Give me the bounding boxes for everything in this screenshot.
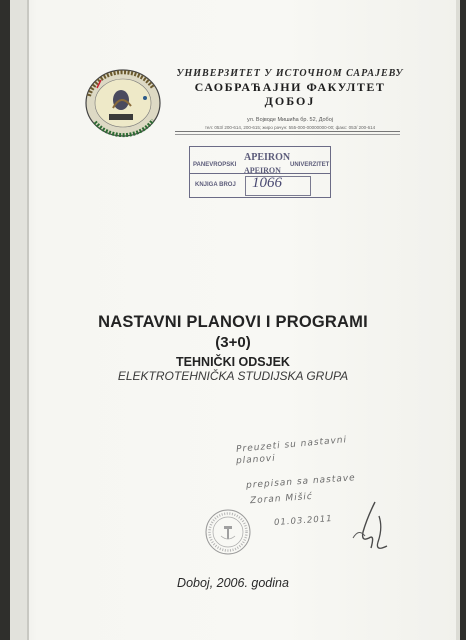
library-stamp-brand: APEIRON	[244, 152, 291, 163]
study-group: ELEKTROTEHNIČKA STUDIJSKA GRUPA	[117, 369, 349, 383]
library-book-number-box	[189, 173, 331, 198]
handwritten-date: 01.03.2011	[273, 513, 333, 529]
place-and-year: Doboj, 2006. godina	[177, 576, 289, 590]
library-stamp-left-word: PANEVROPSKI	[193, 162, 237, 168]
library-stamp	[189, 146, 331, 174]
department-name: TEHNIČKI ODSJEK	[176, 355, 290, 369]
handwritten-note-line-1: Preuzeti su nastavni	[235, 435, 348, 455]
library-stamp-right-word: UNIVERZITET	[290, 162, 330, 168]
handwritten-note-line-4: Zoran Mišić	[249, 491, 314, 507]
library-stamp-brand-mirror: APEIRON	[244, 166, 281, 175]
header-rule	[175, 131, 400, 132]
university-name: УНИВЕРЗИТЕТ У ИСТОЧНОМ САРАЈЕВУ	[176, 68, 404, 79]
document-title: NASTAVNI PLANOVI I PROGRAMI	[98, 313, 368, 331]
faculty-name: САОБРАЋАЈНИ ФАКУЛТЕТ	[194, 80, 386, 94]
handwritten-note-line-3: prepisan sa nastave	[245, 473, 357, 491]
faculty-address: ул. Војводе Мишића бр. 52, Добој	[247, 117, 333, 123]
round-official-seal	[204, 508, 252, 556]
handwritten-note-line-2: planovi	[235, 453, 277, 467]
document-subtitle: (3+0)	[215, 334, 251, 351]
faculty-city: ДОБОЈ	[264, 94, 316, 108]
book-number-label: KNJIGA BROJ	[195, 182, 236, 188]
faculty-contact: тел: 053/ 200-614, 200-615; жиро рачун: 555-000-00000000-00; факс: 053/ 200-614	[204, 125, 376, 130]
faculty-logo-seal	[83, 68, 163, 138]
book-number-value: 1066	[252, 175, 282, 191]
handwritten-signature	[345, 498, 395, 558]
header-rule-secondary	[175, 134, 400, 135]
